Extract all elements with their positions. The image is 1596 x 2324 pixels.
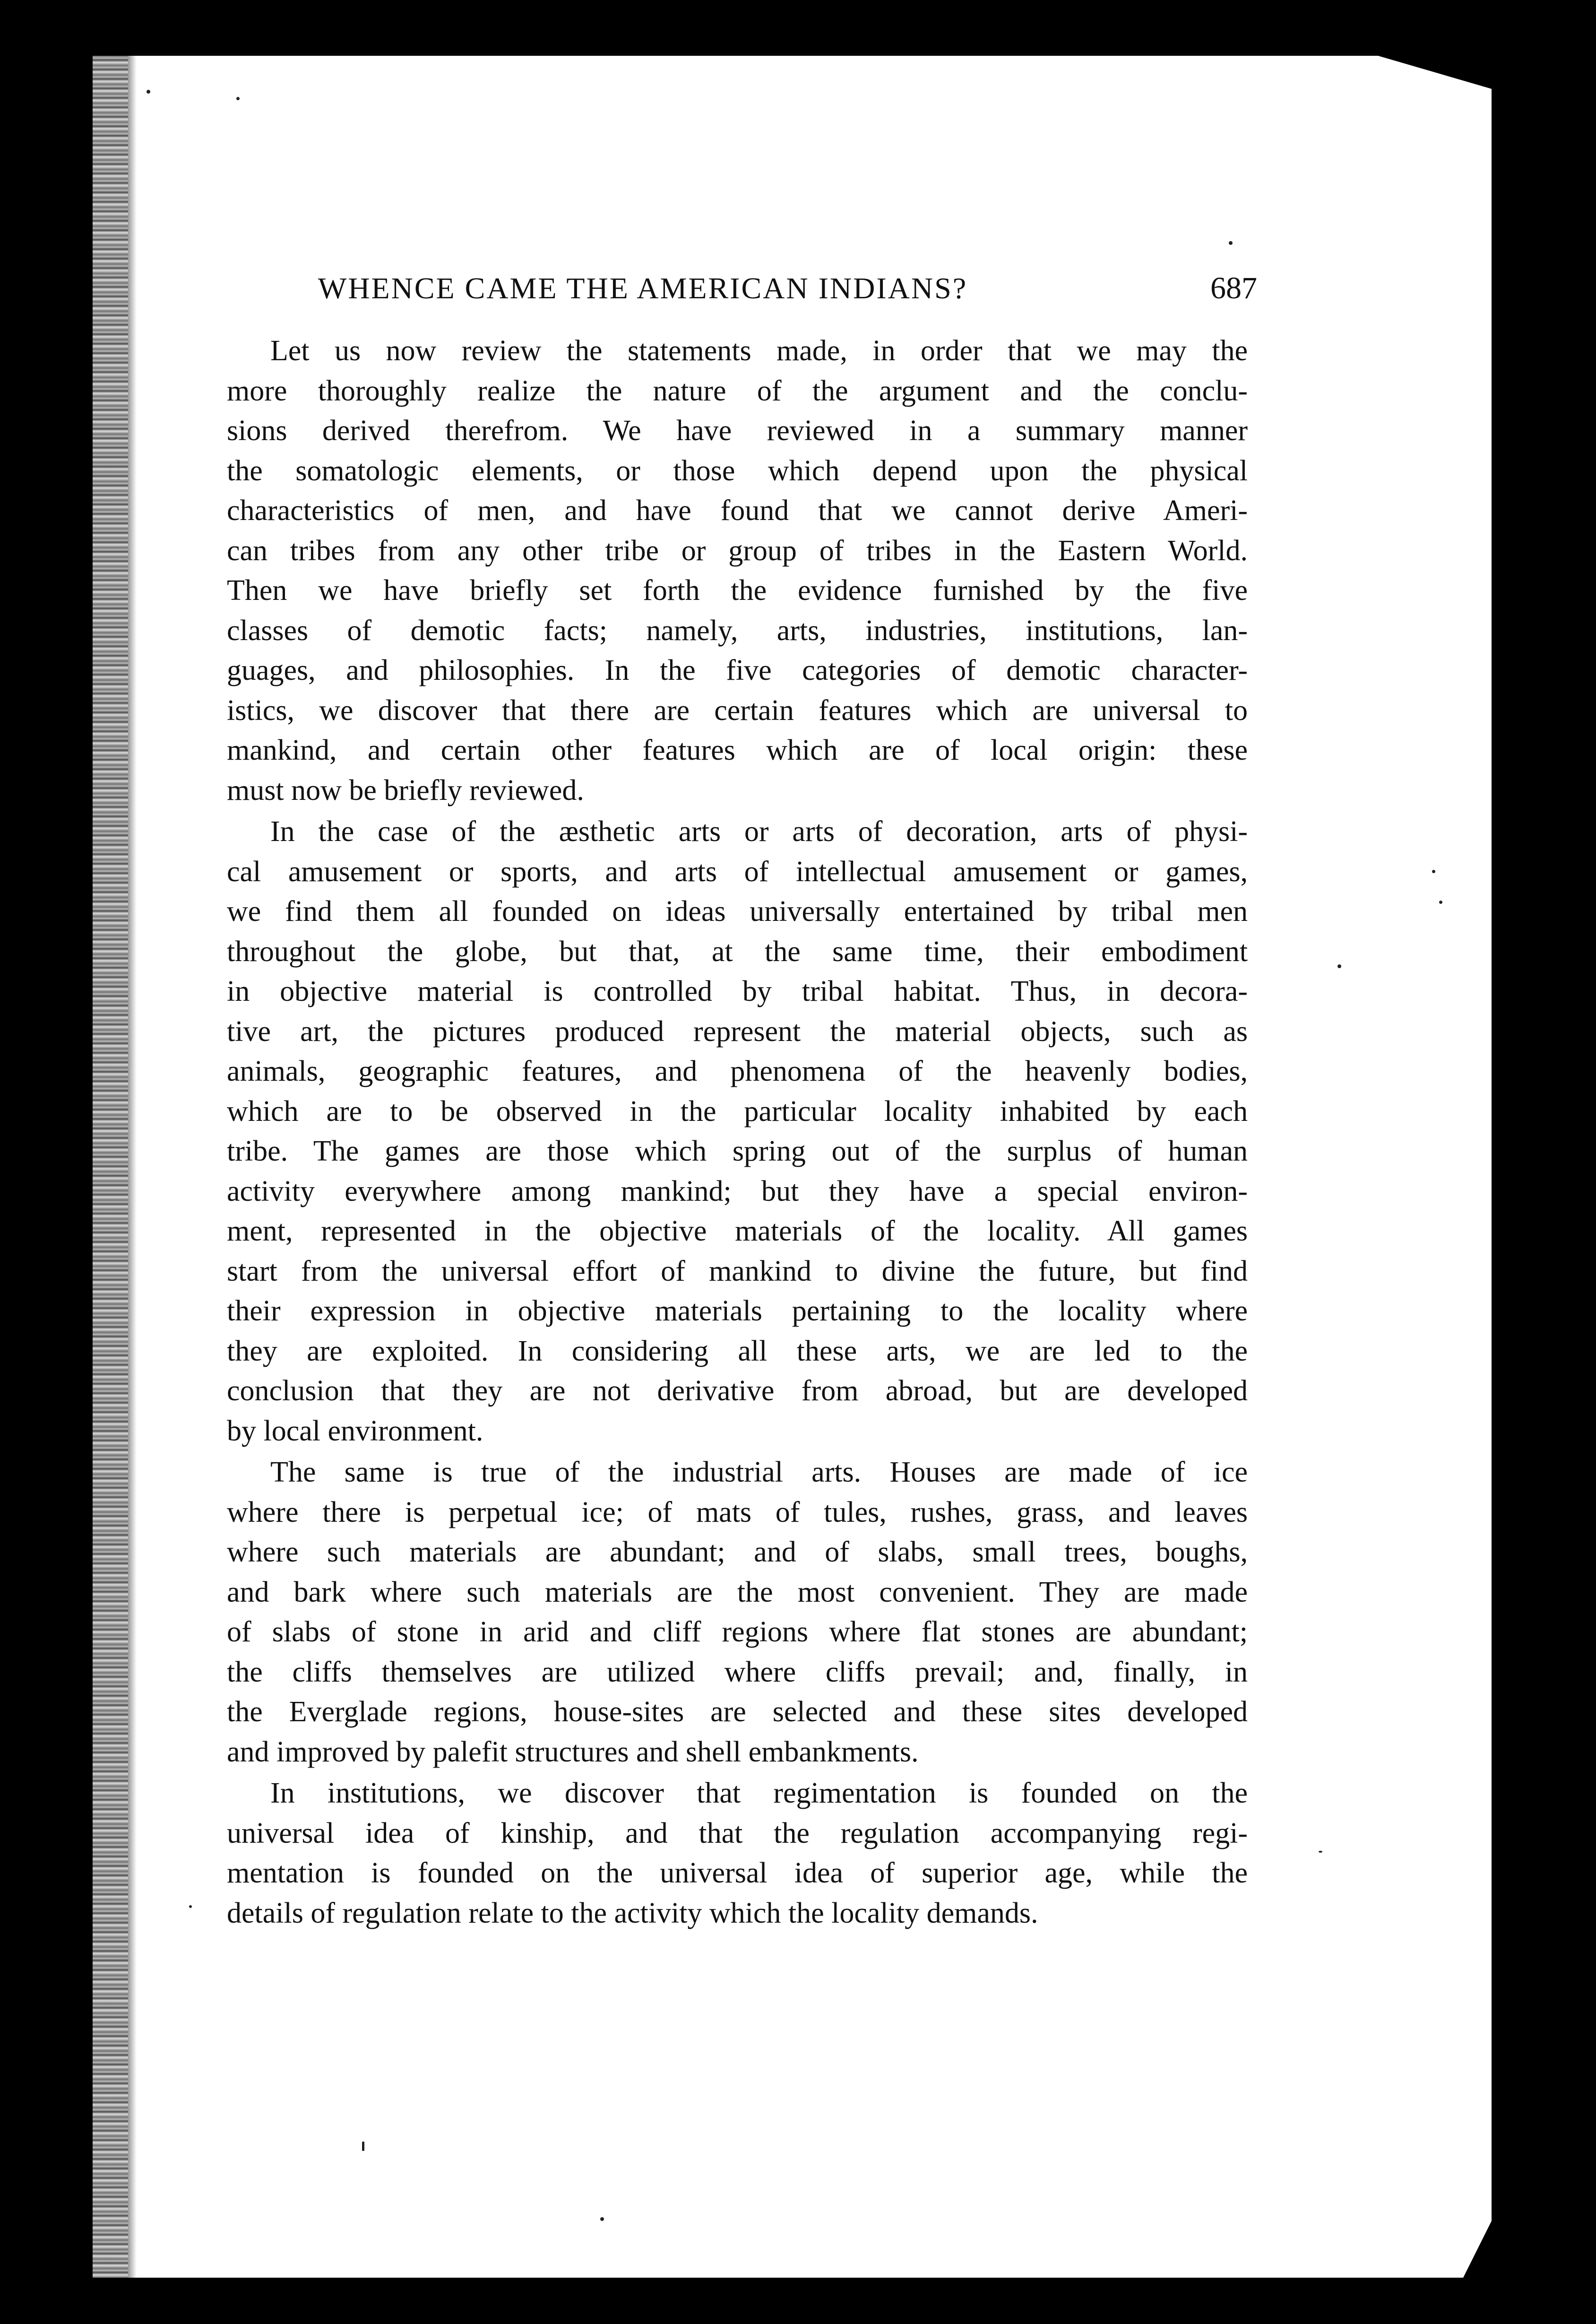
text-line: start from the universal effort of mankind to divine the future, but find — [227, 1255, 1248, 1287]
text-line: cal amusement or sports, and arts of intellectual amusement or games, — [227, 855, 1248, 888]
text-line: and improved by palefit structures and shell embankments. — [227, 1735, 919, 1768]
text-line: characteristics of men, and have found that we cannot derive Ameri- — [227, 494, 1248, 527]
text-line: istics, we discover that there are certain features which are universal to — [227, 694, 1248, 727]
text-line: in objective material is controlled by tribal habitat. Thus, in decora- — [227, 975, 1248, 1007]
paragraph-aesthetic-arts — [227, 812, 1248, 1451]
text-line: the cliffs themselves are utilized where cliffs prevail; and, finally, in — [227, 1656, 1248, 1688]
text-line: tribe. The games are those which spring out of the surplus of human — [227, 1135, 1248, 1167]
text-line: tive art, the pictures produced represent the material objects, such as — [227, 1015, 1248, 1048]
text-line: their expression in objective materials pertaining to the locality where — [227, 1295, 1248, 1327]
text-line: we find them all founded on ideas universally entertained by tribal men — [227, 895, 1248, 928]
text-line: In the case of the æsthetic arts or arts of decoration, arts of physi- — [270, 815, 1248, 848]
scan-speck — [600, 2217, 604, 2221]
text-line: can tribes from any other tribe or group of tribes in the Eastern World. — [227, 534, 1248, 567]
text-line: details of regulation relate to the activity which the locality demands. — [227, 1897, 1038, 1929]
text-line: must now be briefly reviewed. — [227, 774, 584, 806]
text-line: activity everywhere among mankind; but they have a special environ- — [227, 1175, 1248, 1207]
text-line: and bark where such materials are the most convenient. They are made — [227, 1576, 1248, 1608]
text-line: universal idea of kinship, and that the regulation accompanying regi- — [227, 1817, 1248, 1849]
paragraph-review — [227, 331, 1248, 810]
scan-speck — [1319, 1851, 1322, 1853]
paragraph-institutions — [227, 1773, 1248, 1933]
text-line: In institutions, we discover that regimentation is founded on the — [270, 1777, 1248, 1809]
page-binding-edge — [128, 56, 137, 2278]
text-line: they are exploited. In considering all these arts, we are led to the — [227, 1335, 1248, 1367]
scan-speck — [1229, 241, 1233, 245]
text-line: more thoroughly realize the nature of the argument and the conclu- — [227, 374, 1248, 407]
text-line: guages, and philosophies. In the five categories of demotic character- — [227, 654, 1248, 686]
paragraph-industrial-arts — [227, 1452, 1248, 1772]
text-line: mankind, and certain other features which are of local origin: these — [227, 734, 1248, 766]
text-line: classes of demotic facts; namely, arts, industries, institutions, lan- — [227, 614, 1248, 647]
page-binding-shadow — [93, 56, 128, 2278]
scan-speck — [1337, 964, 1341, 968]
text-line: mentation is founded on the universal idea of superior age, while the — [227, 1857, 1248, 1889]
scan-speck — [147, 90, 150, 94]
text-line: which are to be observed in the particular locality inhabited by each — [227, 1095, 1248, 1127]
body-text — [227, 331, 1248, 1934]
text-line: of slabs of stone in arid and cliff regions where flat stones are abundant; — [227, 1616, 1248, 1648]
page-number: 687 — [1210, 271, 1257, 305]
text-line: by local environment. — [227, 1414, 483, 1447]
text-line: ment, represented in the objective materials of the locality. All games — [227, 1215, 1248, 1247]
text-line: where such materials are abundant; and of slabs, small trees, boughs, — [227, 1536, 1248, 1568]
page-header — [227, 265, 1257, 312]
text-line: Let us now review the statements made, in order that we may the — [270, 335, 1248, 367]
scan-speck — [189, 1905, 192, 1908]
scan-speck — [1439, 901, 1442, 904]
scan-speck — [236, 97, 240, 100]
text-line: animals, geographic features, and phenomena of the heavenly bodies, — [227, 1055, 1248, 1087]
text-line: the Everglade regions, house-sites are selected and these sites developed — [227, 1696, 1248, 1728]
text-line: conclusion that they are not derivative from abroad, but are developed — [227, 1375, 1248, 1407]
text-line: the somatologic elements, or those which depend upon the physical — [227, 454, 1248, 487]
text-line: sions derived therefrom. We have reviewed in a summary manner — [227, 415, 1248, 447]
text-line: throughout the globe, but that, at the same time, their embodiment — [227, 935, 1248, 968]
scan-speck — [1432, 870, 1435, 873]
scan-speck — [362, 2142, 364, 2151]
running-head: WHENCE CAME THE AMERICAN INDIANS? — [318, 271, 968, 305]
text-line: where there is perpetual ice; of mats of tules, rushes, grass, and leaves — [227, 1496, 1248, 1528]
text-line: Then we have briefly set forth the evidence furnished by the five — [227, 574, 1248, 607]
text-line: The same is true of the industrial arts. Houses are made of ice — [270, 1456, 1248, 1488]
